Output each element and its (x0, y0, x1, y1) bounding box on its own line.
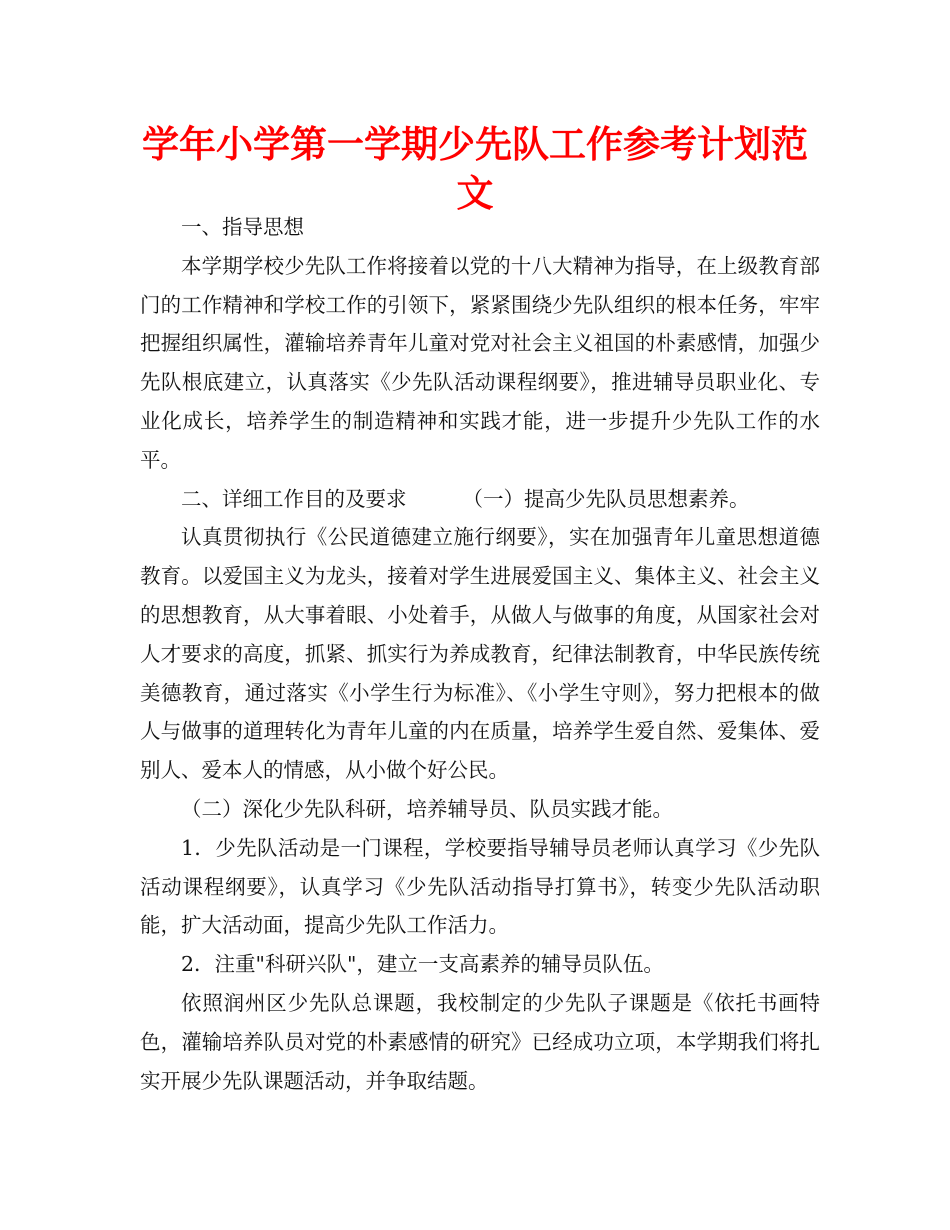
paragraph-research-topic: 依照润州区少先队总课题，我校制定的少先队子课题是《依托书画特色，灌输培养队员对党的朴素感情的研究》已经成功立项，本学期我们将扎实开展少先队课题活动，并争取结题。 (140, 990, 820, 1093)
paragraph-item-2: 2．注重"科研兴队"，建立一支高素养的辅导员队伍。 (181, 952, 664, 977)
section-heading-guiding-ideology: 一、指导思想 (181, 215, 304, 239)
document-title: 学年小学第一学期少先队工作参考计划范文 (142, 123, 808, 215)
paragraph-item-1: 1．少先队活动是一门课程，学校要指导辅导员老师认真学习《少先队活动课程纲要》，认真学习《少先队活动指导打算书》，转变少先队活动职能，扩大活动面，提高少先队工作活力。 (140, 835, 820, 938)
document-body (140, 208, 820, 1100)
paragraph-moral-education: 认真贯彻执行《公民道德建立施行纲要》，实在加强青年儿童思想道德教育。以爱国主义为龙头，接着对学生进展爱国主义、集体主义、社会主义的思想教育，从大事着眼、小处着手，从做人与做事的角度，从国家社会对人才要求的高度，抓紧、抓实行为养成教育，纪律法制教育，中华民族传统美德教育，通过落实《小学生行为标准》、《小学生守则》，努力把根本的做人与做事的道理转化为青年儿童的内在质量，培养学生爱自然、爱集体、爱别人、爱本人的情感，从小做个好公民。 (140, 525, 820, 783)
paragraph-guiding-ideology: 本学期学校少先队工作将接着以党的十八大精神为指导，在上级教育部门的工作精神和学校工作的引领下，紧紧围绕少先队组织的根本任务，牢牢把握组织属性，灌输培养青年儿童对党对社会主义祖国的朴素感情，加强少先队根底建立，认真落实《少先队活动课程纲要》，推进辅导员职业化、专业化成长，培养学生的制造精神和实践才能，进一步提升少先队工作的水平。 (140, 253, 820, 472)
section-heading-goals (140, 480, 820, 519)
section-heading-goals-main: 二、详细工作目的及要求 (181, 486, 407, 511)
subheading-quality: （一）提高少先队员思想素养。 (462, 486, 750, 511)
subheading-research: （二）深化少先队科研，培养辅导员、队员实践才能。 (181, 796, 673, 821)
